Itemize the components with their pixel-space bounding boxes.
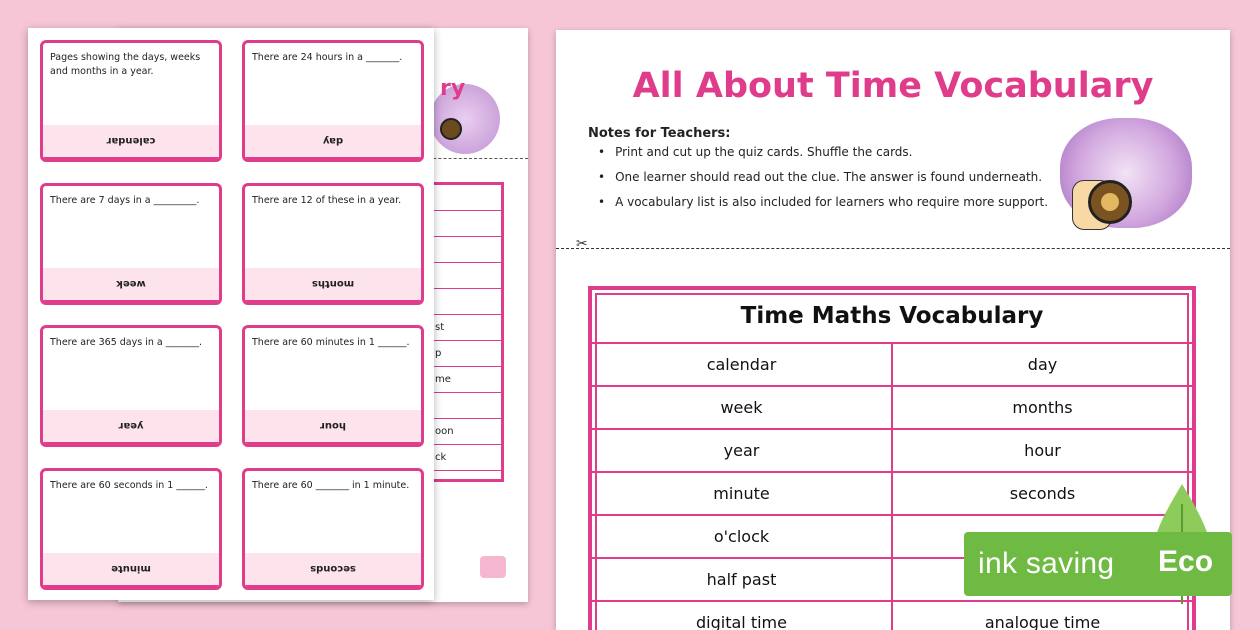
card-clue: There are 60 minutes in 1 ______.: [252, 337, 410, 348]
table-cell: analogue time: [984, 613, 1101, 630]
cut-line: [418, 158, 528, 159]
page-title: All About Time Vocabulary: [632, 66, 1154, 106]
table-cell: months: [1012, 398, 1073, 417]
back-table-row: oon: [433, 419, 501, 445]
quiz-cards-sheet: [28, 28, 434, 600]
card-clue: There are 60 _______ in 1 minute.: [252, 480, 410, 491]
card-answer: hour: [245, 410, 421, 444]
quiz-card: [40, 325, 222, 447]
table-row: [592, 473, 1192, 516]
back-vocab-table: [430, 182, 504, 482]
eco-label: Eco: [1158, 545, 1214, 578]
card-answer: year: [43, 410, 219, 444]
quiz-card: [242, 183, 424, 305]
pocket-watch-icon: [440, 118, 462, 140]
card-clue: There are 24 hours in a _______.: [252, 52, 403, 63]
back-table-row: st: [433, 315, 501, 341]
pocket-watch-icon: [1088, 180, 1132, 224]
back-table-row: [433, 263, 501, 289]
back-page-title-fragment: ry: [440, 76, 466, 101]
table-cell: day: [1027, 355, 1058, 374]
table-cell: year: [592, 430, 893, 471]
back-table-row: me: [433, 367, 501, 393]
table-cell: week: [592, 387, 893, 428]
quiz-card: [40, 40, 222, 162]
back-table-row: p: [433, 341, 501, 367]
back-table-row: [433, 393, 501, 419]
card-clue: There are 365 days in a _______.: [50, 337, 202, 348]
cut-line: [556, 248, 1230, 249]
table-cell: half past: [592, 559, 893, 600]
note-item: • Print and cut up the quiz cards. Shuffle the cards.: [598, 144, 1048, 169]
back-table-row: [433, 211, 501, 237]
quiz-card: [242, 40, 424, 162]
card-answer: seconds: [245, 553, 421, 587]
card-answer: day: [245, 125, 421, 159]
card-clue: Pages showing the days, weeks and months in a year.: [50, 52, 201, 77]
back-table-row: [433, 237, 501, 263]
quiz-card: [40, 183, 222, 305]
table-cell: digital time: [592, 602, 893, 630]
table-row: [592, 430, 1192, 473]
table-cell: hour: [1024, 441, 1061, 460]
back-table-row: ck: [433, 445, 501, 471]
note-item: • One learner should read out the clue. The answer is found underneath.: [598, 169, 1048, 194]
card-answer: week: [43, 268, 219, 302]
notes-list: [598, 144, 1048, 219]
table-cell: seconds: [1009, 484, 1076, 503]
ink-saving-label: ink saving: [978, 547, 1115, 580]
quiz-card: [242, 468, 424, 590]
notes-heading: Notes for Teachers:: [588, 126, 731, 141]
card-clue: There are 12 of these in a year.: [252, 195, 402, 206]
publisher-logo-icon: [480, 556, 506, 578]
back-table-row: [433, 289, 501, 315]
card-clue: There are 60 seconds in 1 ______.: [50, 480, 208, 491]
back-table-row: [433, 185, 501, 211]
table-cell: o'clock: [592, 516, 893, 557]
card-answer: minute: [43, 553, 219, 587]
table-cell: minute: [592, 473, 893, 514]
card-answer: calendar: [43, 125, 219, 159]
note-item: • A vocabulary list is also included for learners who require more support.: [598, 194, 1048, 219]
quiz-card: [242, 325, 424, 447]
card-clue: There are 7 days in a _________.: [50, 195, 200, 206]
table-row: [592, 344, 1192, 387]
scissors-icon: ✂: [576, 236, 588, 252]
quiz-card: [40, 468, 222, 590]
table-cell: calendar: [592, 344, 893, 385]
table-title: Time Maths Vocabulary: [592, 290, 1192, 344]
table-row: [592, 387, 1192, 430]
card-answer: months: [245, 268, 421, 302]
table-row: [592, 602, 1192, 630]
